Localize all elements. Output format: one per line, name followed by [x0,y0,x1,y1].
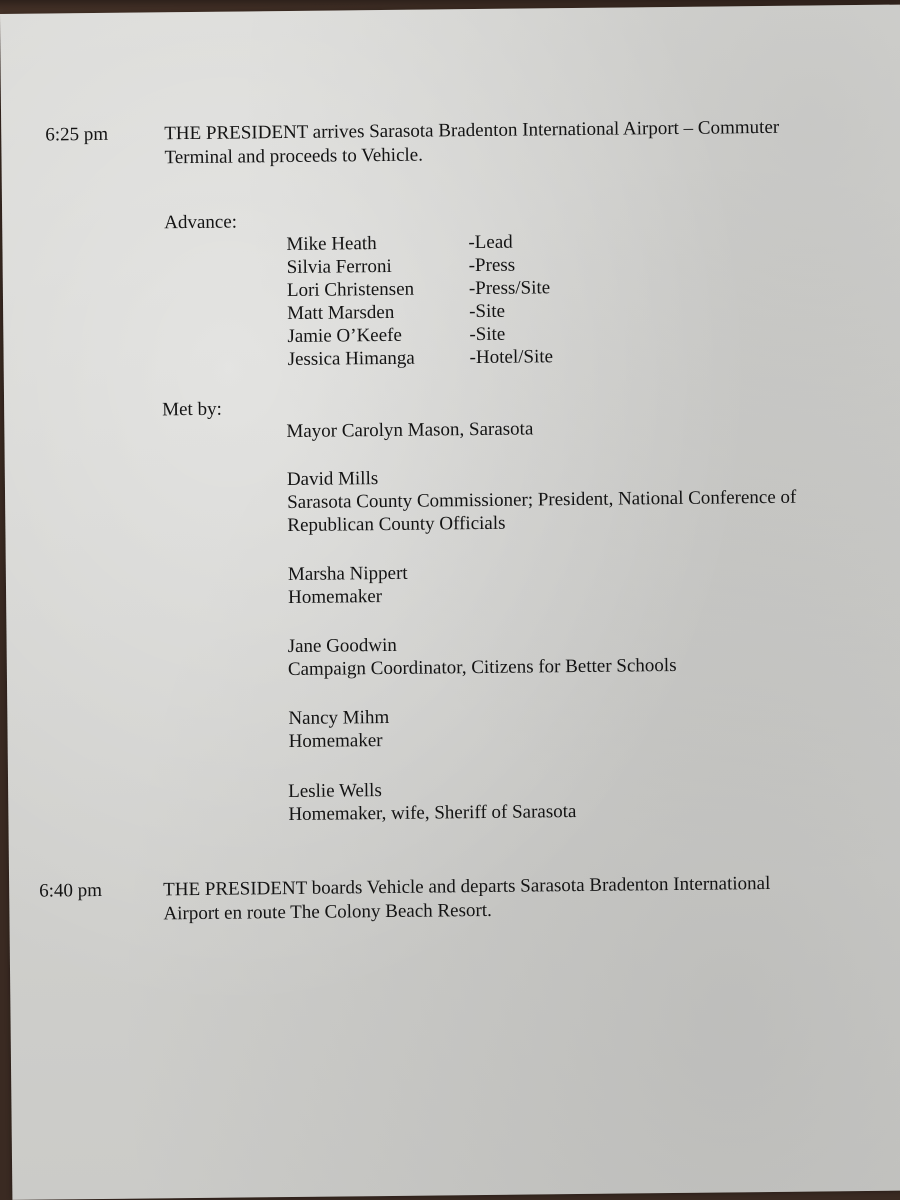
advance-person-role: -Hotel/Site [469,346,554,369]
met-by-label: Met by: [162,398,222,421]
advance-person-role: -Site [469,323,506,346]
advance-person-name: Silvia Ferroni [286,255,392,279]
entry-time: 6:25 pm [45,123,109,146]
advance-person-name: Mike Heath [286,233,377,256]
greeter-title: Homemaker [288,730,383,753]
greeter-name: Nancy Mihm [288,706,390,730]
advance-person-name: Lori Christensen [286,278,415,302]
greeter-name: Marsha Nippert [287,562,408,586]
advance-person-name: Jessica Himanga [287,347,415,371]
advance-person-role: -Press/Site [468,277,551,300]
greeter-name: Leslie Wells [288,780,382,803]
greeter-title: Homemaker [288,586,383,609]
greeter-title: Sarasota County Commissioner; President, National Conference of [287,486,797,514]
advance-label: Advance: [164,211,238,234]
entry-text-line: THE PRESIDENT arrives Sarasota Bradenton International Airport – Commuter [164,116,780,145]
advance-person-role: -Lead [468,231,513,254]
advance-person-role: -Site [469,300,506,323]
entry-text-line: THE PRESIDENT boards Vehicle and departs Sarasota Bradenton International [163,872,771,901]
advance-person-name: Jamie O’Keefe [287,324,402,348]
entry-time: 6:40 pm [39,879,103,902]
entry-text-line: Airport en route The Colony Beach Resort. [163,899,492,925]
entry-text-line: Terminal and proceeds to Vehicle. [164,144,424,169]
greeter-title: Homemaker, wife, Sheriff of Sarasota [288,801,577,826]
schedule-page [0,5,900,1200]
advance-person-role: -Press [468,254,516,277]
advance-person-name: Matt Marsden [287,301,395,325]
greeter-title: Campaign Coordinator, Citizens for Better Schools [287,654,677,681]
greeter-name: Jane Goodwin [287,634,397,658]
greeter-title: Republican County Officials [287,512,506,537]
greeter-name: Mayor Carolyn Mason, Sarasota [286,418,534,443]
greeter-name: David Mills [286,468,379,491]
